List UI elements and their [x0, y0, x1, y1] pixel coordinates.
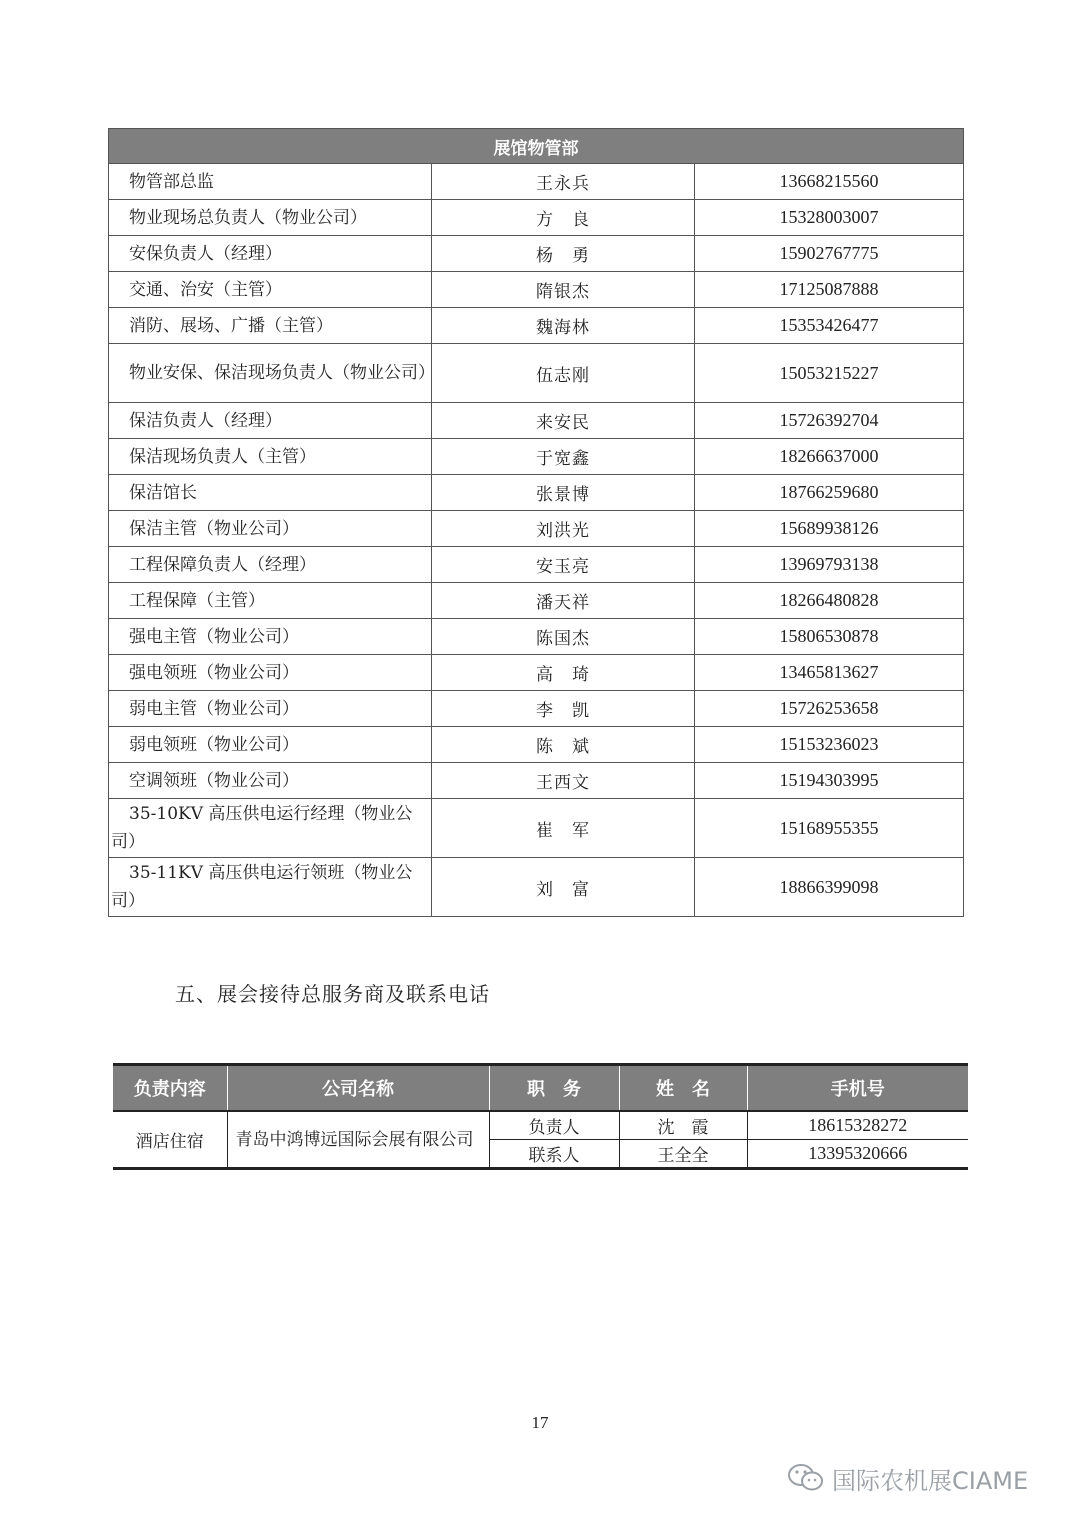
staff-name: 于宽鑫 — [432, 439, 695, 475]
staff-phone: 15328003007 — [695, 200, 964, 236]
staff-phone: 15902767775 — [695, 236, 964, 272]
page-number: 17 — [531, 1413, 549, 1432]
staff-phone: 15689938126 — [695, 511, 964, 547]
table-row — [109, 583, 964, 619]
table-row — [109, 308, 964, 344]
staff-role: 强电领班（物业公司） — [109, 655, 432, 691]
staff-role: 保洁主管（物业公司） — [109, 511, 432, 547]
staff-role: 强电主管（物业公司） — [109, 619, 432, 655]
watermark — [786, 1460, 1028, 1496]
staff-name: 高 琦 — [432, 655, 695, 691]
staff-name: 崔 军 — [432, 799, 695, 858]
service-table — [113, 1063, 968, 1170]
table-row — [109, 272, 964, 308]
staff-name: 刘洪光 — [432, 511, 695, 547]
staff-phone: 15726253658 — [695, 691, 964, 727]
staff-phone: 15353426477 — [695, 308, 964, 344]
header-phone: 手机号 — [747, 1065, 968, 1112]
table-row — [109, 439, 964, 475]
staff-name: 来安民 — [432, 403, 695, 439]
staff-phone: 15053215227 — [695, 344, 964, 403]
staff-phone: 15726392704 — [695, 403, 964, 439]
watermark-text: 国际农机展CIAME — [832, 1466, 1029, 1495]
staff-name: 李 凯 — [432, 691, 695, 727]
staff-phone: 17125087888 — [695, 272, 964, 308]
staff-role: 交通、治安（主管） — [109, 272, 432, 308]
staff-role: 35-10KV 高压供电运行经理（物业公司） — [109, 799, 432, 858]
table-row — [109, 403, 964, 439]
service-phone: 13395320666 — [747, 1140, 968, 1169]
table-row — [109, 200, 964, 236]
staff-role: 消防、展场、广播（主管） — [109, 308, 432, 344]
staff-phone: 15168955355 — [695, 799, 964, 858]
staff-role: 弱电主管（物业公司） — [109, 691, 432, 727]
header-position: 职 务 — [489, 1065, 619, 1112]
staff-role: 物业安保、保洁现场负责人（物业公司） — [109, 344, 432, 403]
service-phone: 18615328272 — [747, 1111, 968, 1140]
table-row — [109, 763, 964, 799]
service-position: 联系人 — [489, 1140, 619, 1169]
staff-name: 魏海林 — [432, 308, 695, 344]
table-row — [109, 655, 964, 691]
staff-name: 潘天祥 — [432, 583, 695, 619]
table-row — [109, 475, 964, 511]
header-name: 姓 名 — [619, 1065, 747, 1112]
staff-role: 保洁现场负责人（主管） — [109, 439, 432, 475]
header-company: 公司名称 — [227, 1065, 489, 1112]
staff-phone: 18266480828 — [695, 583, 964, 619]
staff-phone: 15194303995 — [695, 763, 964, 799]
table-row — [109, 511, 964, 547]
staff-name: 王永兵 — [432, 164, 695, 200]
staff-name: 王西文 — [432, 763, 695, 799]
table-row — [109, 799, 964, 858]
staff-role: 物管部总监 — [109, 164, 432, 200]
staff-name: 伍志刚 — [432, 344, 695, 403]
staff-phone: 13668215560 — [695, 164, 964, 200]
table-row — [109, 236, 964, 272]
staff-role: 保洁负责人（经理） — [109, 403, 432, 439]
staff-phone: 15153236023 — [695, 727, 964, 763]
service-content: 酒店住宿 — [113, 1111, 227, 1169]
staff-name: 方 良 — [432, 200, 695, 236]
staff-phone: 13465813627 — [695, 655, 964, 691]
staff-table — [108, 128, 964, 917]
staff-phone: 18266637000 — [695, 439, 964, 475]
staff-table-title: 展馆物管部 — [109, 129, 964, 164]
table-row — [109, 164, 964, 200]
staff-role: 安保负责人（经理） — [109, 236, 432, 272]
section-heading: 五、展会接待总服务商及联系电话 — [175, 982, 490, 1006]
wechat-icon — [786, 1462, 826, 1494]
table-row — [109, 547, 964, 583]
staff-role: 弱电领班（物业公司） — [109, 727, 432, 763]
header-content: 负责内容 — [113, 1065, 227, 1112]
staff-name: 安玉亮 — [432, 547, 695, 583]
staff-name: 陈国杰 — [432, 619, 695, 655]
service-name: 王全全 — [619, 1140, 747, 1169]
staff-phone: 15806530878 — [695, 619, 964, 655]
service-position: 负责人 — [489, 1111, 619, 1140]
service-company: 青岛中鸿博远国际会展有限公司 — [227, 1111, 489, 1169]
staff-name: 张景博 — [432, 475, 695, 511]
staff-role: 35-11KV 高压供电运行领班（物业公司） — [109, 858, 432, 917]
staff-phone: 18866399098 — [695, 858, 964, 917]
staff-role: 保洁馆长 — [109, 475, 432, 511]
staff-name: 杨 勇 — [432, 236, 695, 272]
service-name: 沈 霞 — [619, 1111, 747, 1140]
staff-role: 物业现场总负责人（物业公司） — [109, 200, 432, 236]
staff-role: 空调领班（物业公司） — [109, 763, 432, 799]
table-row — [109, 619, 964, 655]
staff-name: 陈 斌 — [432, 727, 695, 763]
staff-role: 工程保障负责人（经理） — [109, 547, 432, 583]
staff-phone: 18766259680 — [695, 475, 964, 511]
table-row — [109, 858, 964, 917]
staff-name: 隋银杰 — [432, 272, 695, 308]
staff-name: 刘 富 — [432, 858, 695, 917]
table-row — [109, 344, 964, 403]
table-row — [109, 691, 964, 727]
staff-role: 工程保障（主管） — [109, 583, 432, 619]
staff-phone: 13969793138 — [695, 547, 964, 583]
table-row — [109, 727, 964, 763]
